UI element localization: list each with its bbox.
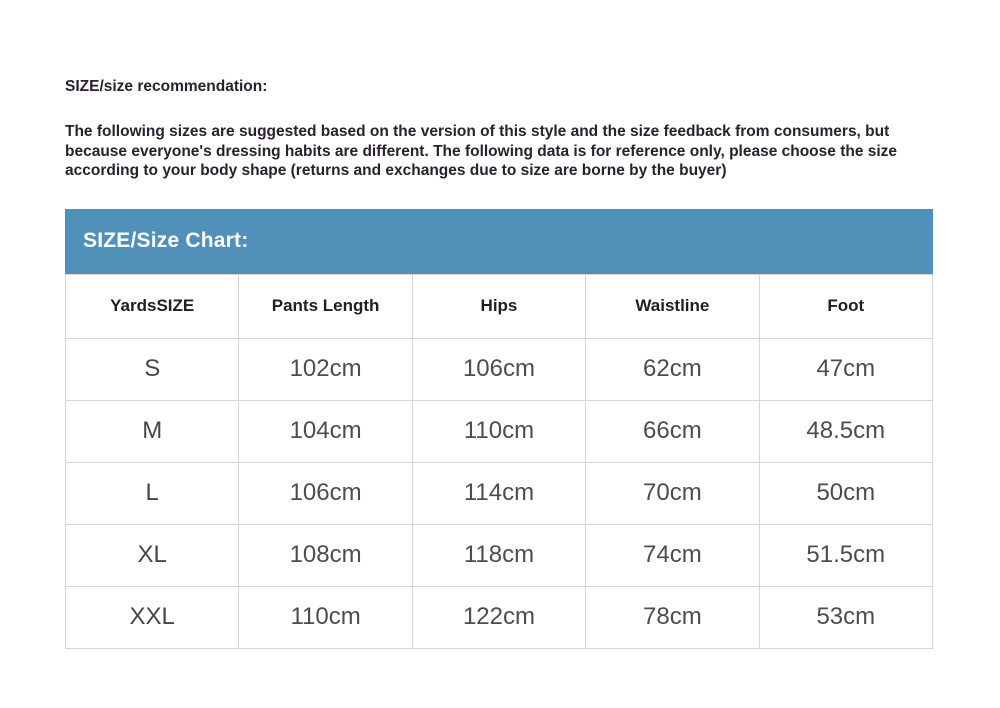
value-cell: 62cm [586, 338, 759, 400]
value-cell: 104cm [239, 400, 412, 462]
page-title: SIZE/size recommendation: [65, 78, 268, 95]
value-cell: 66cm [586, 400, 759, 462]
value-cell: 110cm [239, 586, 412, 648]
size-cell: S [66, 338, 239, 400]
table-row-s [66, 338, 933, 400]
value-cell: 118cm [412, 524, 585, 586]
value-cell: 53cm [759, 586, 932, 648]
table-row-xl [66, 524, 933, 586]
value-cell: 48.5cm [759, 400, 932, 462]
value-cell: 102cm [239, 338, 412, 400]
column-header-waistline: Waistline [586, 274, 759, 338]
value-cell: 106cm [239, 462, 412, 524]
size-cell: XXL [66, 586, 239, 648]
size-cell: M [66, 400, 239, 462]
value-cell: 122cm [412, 586, 585, 648]
value-cell: 78cm [586, 586, 759, 648]
table-row-m [66, 400, 933, 462]
size-cell: XL [66, 524, 239, 586]
value-cell: 108cm [239, 524, 412, 586]
column-header-size: YardsSIZE [66, 274, 239, 338]
column-header-pants-length: Pants Length [239, 274, 412, 338]
table-row-l [66, 462, 933, 524]
value-cell: 70cm [586, 462, 759, 524]
column-header-foot: Foot [759, 274, 932, 338]
table-header-row [66, 274, 933, 338]
banner-title: SIZE/Size Chart: [83, 229, 249, 252]
value-cell: 106cm [412, 338, 585, 400]
value-cell: 114cm [412, 462, 585, 524]
table-row-xxl [66, 586, 933, 648]
value-cell: 50cm [759, 462, 932, 524]
recommendation-text: The following sizes are suggested based on the version of this style and the size feedback from consumers, but because everyone's dressing habits are different. The following data is for reference only, please choose the size according to your body shape (returns and exchanges due to size are borne by the buyer) [65, 123, 898, 179]
size-chart-banner [65, 209, 933, 274]
size-table [65, 274, 933, 649]
column-header-hips: Hips [412, 274, 585, 338]
value-cell: 74cm [586, 524, 759, 586]
value-cell: 51.5cm [759, 524, 932, 586]
value-cell: 110cm [412, 400, 585, 462]
size-cell: L [66, 462, 239, 524]
value-cell: 47cm [759, 338, 932, 400]
